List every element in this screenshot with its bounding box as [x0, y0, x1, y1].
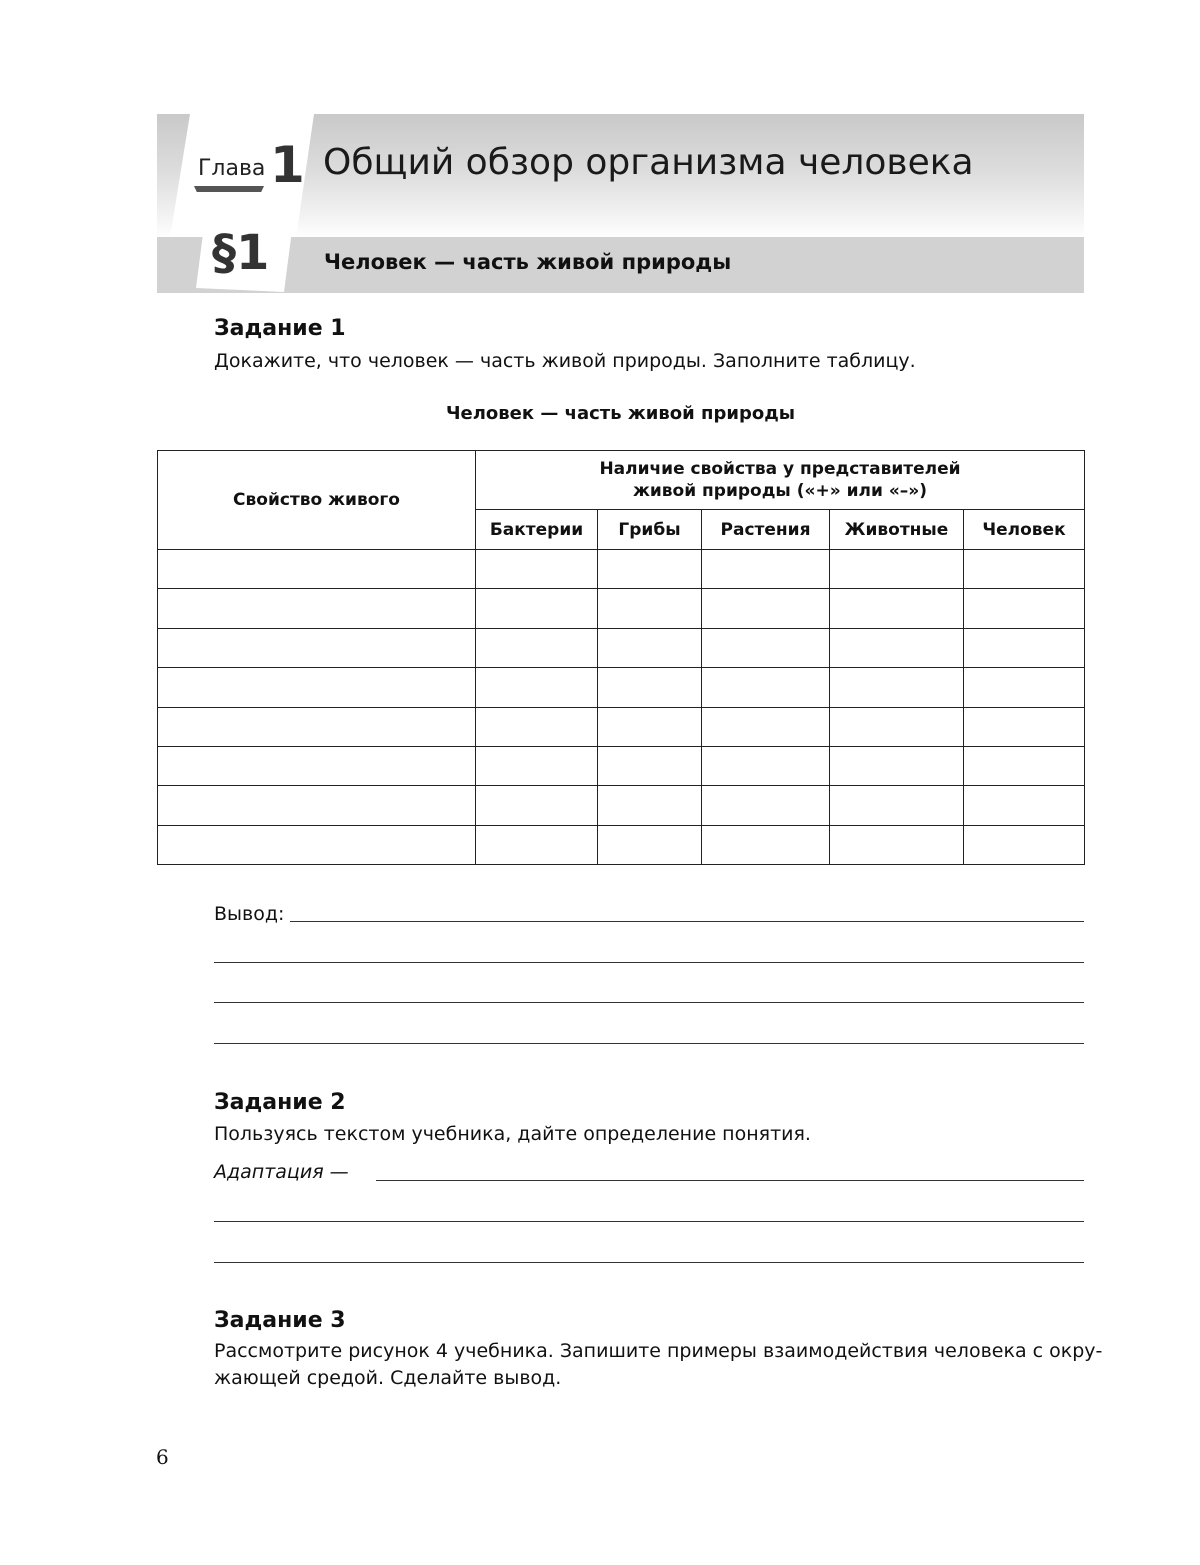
- presence-cell[interactable]: [598, 707, 702, 746]
- presence-cell[interactable]: [964, 628, 1085, 667]
- presence-cell[interactable]: [830, 825, 964, 864]
- presence-cell[interactable]: [964, 707, 1085, 746]
- term-adaptation: Адаптация —: [214, 1161, 349, 1183]
- property-cell[interactable]: [158, 825, 476, 864]
- presence-cell[interactable]: [964, 589, 1085, 628]
- answer-line[interactable]: [290, 921, 1084, 922]
- answer-line[interactable]: [214, 1002, 1084, 1003]
- presence-cell[interactable]: [964, 786, 1085, 825]
- property-cell[interactable]: [158, 786, 476, 825]
- property-cell[interactable]: [158, 550, 476, 589]
- table-row: [158, 746, 1085, 785]
- chapter-title: Общий обзор организма человека: [323, 142, 974, 183]
- presence-cell[interactable]: [702, 550, 830, 589]
- presence-cell[interactable]: [702, 707, 830, 746]
- property-cell[interactable]: [158, 707, 476, 746]
- presence-cell[interactable]: [830, 707, 964, 746]
- property-column-header: Свойство живого: [158, 451, 476, 550]
- chapter-number: 1: [270, 136, 305, 194]
- presence-cell[interactable]: [598, 628, 702, 667]
- presence-cell[interactable]: [702, 786, 830, 825]
- presence-cell[interactable]: [830, 628, 964, 667]
- answer-line[interactable]: [214, 1221, 1084, 1222]
- answer-line[interactable]: [214, 962, 1084, 963]
- section-title: Человек — часть живой природы: [324, 250, 732, 274]
- column-header-fungi: Грибы: [598, 510, 702, 550]
- column-header-human: Человек: [964, 510, 1085, 550]
- presence-cell[interactable]: [702, 589, 830, 628]
- table-body: [158, 550, 1085, 865]
- property-cell[interactable]: [158, 589, 476, 628]
- presence-cell[interactable]: [598, 668, 702, 707]
- column-header-plants: Растения: [702, 510, 830, 550]
- table-row: [158, 786, 1085, 825]
- presence-cell[interactable]: [476, 550, 598, 589]
- group-header-line1: Наличие свойства у представителей: [599, 459, 961, 479]
- presence-cell[interactable]: [830, 550, 964, 589]
- presence-cell[interactable]: [476, 589, 598, 628]
- property-cell[interactable]: [158, 746, 476, 785]
- presence-cell[interactable]: [476, 628, 598, 667]
- presence-cell[interactable]: [830, 589, 964, 628]
- presence-cell[interactable]: [598, 825, 702, 864]
- presence-cell[interactable]: [964, 825, 1085, 864]
- task3-heading: Задание 3: [214, 1308, 346, 1333]
- presence-cell[interactable]: [702, 668, 830, 707]
- property-cell[interactable]: [158, 628, 476, 667]
- presence-cell[interactable]: [702, 746, 830, 785]
- chapter-word: Глава: [198, 156, 266, 181]
- presence-cell[interactable]: [598, 550, 702, 589]
- properties-table: [157, 450, 1085, 865]
- task1-heading: Задание 1: [214, 316, 346, 341]
- table-caption: Человек — часть живой природы: [445, 403, 796, 424]
- presence-cell[interactable]: [830, 786, 964, 825]
- task3-text-line2: жающей средой. Сделайте вывод.: [214, 1367, 562, 1389]
- conclusion-label: Вывод:: [214, 903, 285, 925]
- presence-cell[interactable]: [476, 825, 598, 864]
- table-row: [158, 550, 1085, 589]
- answer-line[interactable]: [376, 1180, 1084, 1181]
- chapter-tab-underline: [194, 186, 264, 192]
- presence-cell[interactable]: [476, 786, 598, 825]
- presence-cell[interactable]: [476, 746, 598, 785]
- task2-text: Пользуясь текстом учебника, дайте определение понятия.: [214, 1123, 811, 1145]
- task2-heading: Задание 2: [214, 1090, 346, 1115]
- task1-text: Докажите, что человек — часть живой природы. Заполните таблицу.: [214, 350, 916, 372]
- task3-text-line1: Рассмотрите рисунок 4 учебника. Запишите примеры взаимодействия человека с окру-: [214, 1340, 1103, 1362]
- page-number: 6: [156, 1445, 169, 1469]
- presence-cell[interactable]: [830, 668, 964, 707]
- presence-cell[interactable]: [964, 550, 1085, 589]
- presence-cell[interactable]: [964, 746, 1085, 785]
- property-cell[interactable]: [158, 668, 476, 707]
- presence-cell[interactable]: [598, 786, 702, 825]
- presence-cell[interactable]: [598, 746, 702, 785]
- table-row: [158, 668, 1085, 707]
- table-row: [158, 628, 1085, 667]
- group-header-line2: живой природы («+» или «–»): [632, 481, 928, 501]
- column-header-animals: Животные: [830, 510, 964, 550]
- column-header-bacteria: Бактерии: [476, 510, 598, 550]
- presence-cell[interactable]: [598, 589, 702, 628]
- table-row: [158, 707, 1085, 746]
- table-row: [158, 825, 1085, 864]
- answer-line[interactable]: [214, 1262, 1084, 1263]
- group-column-header: [476, 451, 1085, 510]
- presence-cell[interactable]: [830, 746, 964, 785]
- presence-cell[interactable]: [702, 628, 830, 667]
- presence-cell[interactable]: [476, 707, 598, 746]
- answer-line[interactable]: [214, 1043, 1084, 1044]
- presence-cell[interactable]: [964, 668, 1085, 707]
- section-mark: §1: [212, 225, 270, 281]
- presence-cell[interactable]: [702, 825, 830, 864]
- presence-cell[interactable]: [476, 668, 598, 707]
- table-row: [158, 589, 1085, 628]
